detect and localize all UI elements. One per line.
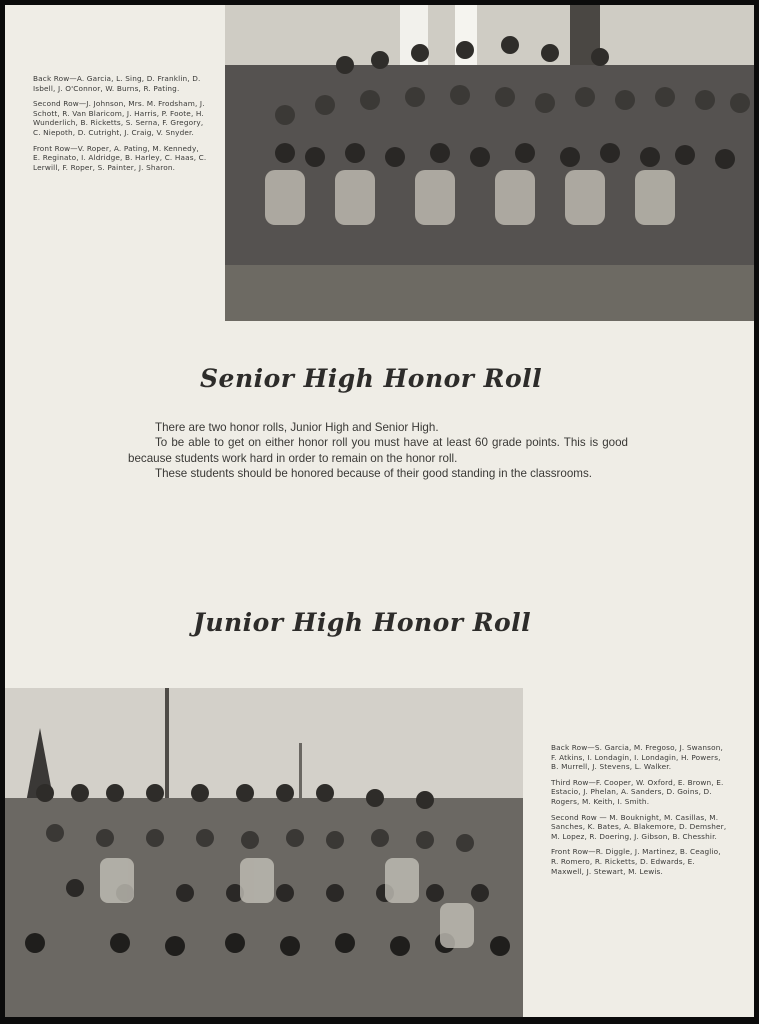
- senior-caption-back-row: Back Row—A. Garcia, L. Sing, D. Franklin, D. Isbell, J. O'Connor, W. Burns, R. Pating.: [33, 74, 201, 93]
- senior-photo-caption: [33, 74, 208, 178]
- honor-roll-description: [128, 420, 628, 482]
- description-paragraph-2: To be able to get on either honor roll you must have at least 60 grade points. This is good because students work hard in order to remain on the honor roll.: [128, 436, 628, 465]
- senior-caption-second-row: Second Row—J. Johnson, Mrs. M. Frodsham, J. Schott, R. Van Blaricom, J. Harris, P. Foote, H. Wunderlich, B. Ricketts, S. Serna, F. Gregory, C. Niepoth, D. Cutright, J. Craig, V. Snyder.: [33, 99, 205, 137]
- junior-honor-roll-heading: Junior High Honor Roll: [193, 608, 532, 637]
- description-paragraph-3: These students should be honored because of their good standing in the classrooms.: [155, 467, 592, 481]
- junior-caption-second-row: Second Row — M. Bouknight, M. Casillas, M. Sanches, K. Bates, A. Blakemore, D. Demsher, M. Lopez, R. Doering, J. Gibson, B. Chesshir.: [551, 812, 727, 841]
- junior-caption-back-row: Back Row—S. Garcia, M. Fregoso, J. Swanson, F. Atkins, I. Londagin, I. Londagin, H. Powers, B. Murrell, J. Stevens, L. Walker.: [551, 743, 723, 772]
- senior-group-photo-drawing: [225, 5, 754, 321]
- senior-honor-roll-photo: [225, 5, 754, 321]
- description-paragraph-1: There are two honor rolls, Junior High and Senior High.: [155, 421, 439, 434]
- yearbook-page: [5, 5, 754, 1017]
- junior-group-photo-drawing: [5, 688, 523, 1017]
- senior-honor-roll-heading: Senior High Honor Roll: [200, 364, 543, 393]
- junior-caption-third-row: Third Row—F. Cooper, W. Oxford, E. Brown, E. Estacio, J. Phelan, A. Sanders, D. Goins, D. Rogers, M. Keith, I. Smith.: [551, 777, 724, 806]
- senior-caption-front-row: Front Row—V. Roper, A. Pating, M. Kennedy, E. Reginato, I. Aldridge, B. Harley, C. Haas, C. Lerwill, F. Roper, S. Painter, J. Sharon.: [33, 143, 207, 172]
- junior-caption-front-row: Front Row—R. Diggle, J. Martinez, B. Ceaglio, R. Romero, R. Ricketts, D. Edwards, E. Maxwell, J. Stewart, M. Lewis.: [551, 847, 721, 876]
- junior-photo-caption: [551, 743, 727, 882]
- junior-honor-roll-photo: [5, 688, 523, 1017]
